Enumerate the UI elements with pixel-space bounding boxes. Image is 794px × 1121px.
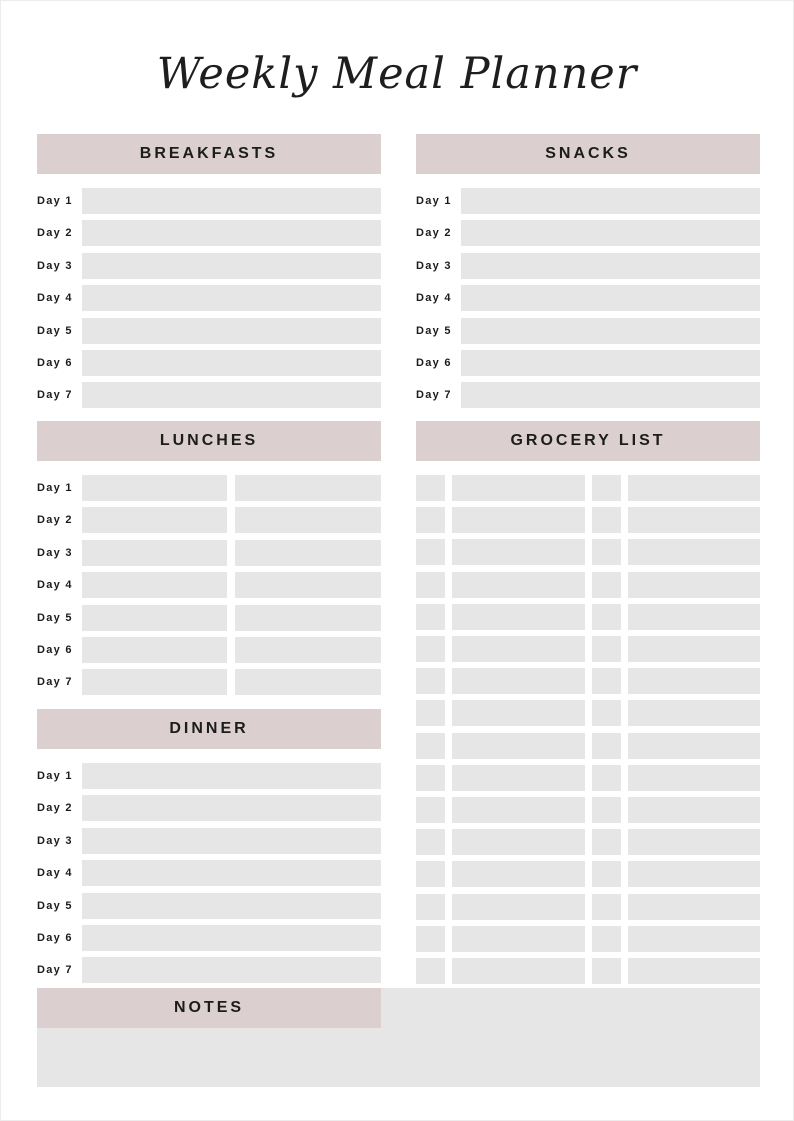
dinner-day-field[interactable] [82,893,381,919]
grocery-check-box[interactable] [592,958,621,984]
dinner-day-field[interactable] [82,925,381,951]
lunch-day-label: Day 3 [37,546,73,559]
grocery-check-box[interactable] [416,765,445,791]
grocery-check-box[interactable] [416,700,445,726]
grocery-check-box[interactable] [416,861,445,887]
snack-day-field[interactable] [461,382,760,408]
lunch-day-field[interactable] [235,572,381,598]
breakfast-day-label: Day 6 [37,357,73,369]
grocery-check-box[interactable] [416,926,445,952]
grocery-item-field[interactable] [452,894,585,920]
grocery-check-box[interactable] [416,894,445,920]
lunch-day-label: Day 4 [37,579,73,592]
dinner-day-label: Day 6 [37,932,73,944]
grocery-item-field[interactable] [628,894,760,920]
grocery-check-box[interactable] [416,507,445,533]
snack-day-label: Day 6 [416,357,452,369]
breakfast-day-field[interactable] [82,253,381,279]
notes-area[interactable] [37,1028,760,1087]
snacks-header: SNACKS [416,134,760,174]
notes-area-top[interactable] [381,988,760,1028]
page-title: Weekly Meal Planner [156,49,638,99]
snack-day-label: Day 7 [416,389,452,402]
breakfast-day-field[interactable] [82,220,381,246]
grocery-check-box[interactable] [592,604,621,630]
lunch-day-field[interactable] [235,540,381,566]
grocery-item-field[interactable] [628,829,760,855]
grocery-check-box[interactable] [416,475,445,501]
grocery-item-field[interactable] [452,539,585,565]
grocery-item-field[interactable] [452,636,585,662]
grocery-item-field[interactable] [452,926,585,952]
breakfast-day-field[interactable] [82,188,381,214]
grocery-item-field[interactable] [452,572,585,598]
grocery-item-field[interactable] [628,861,760,887]
grocery-item-field[interactable] [628,604,760,630]
grocery-check-box[interactable] [592,475,621,501]
snack-day-field[interactable] [461,285,760,311]
snack-day-label: Day 3 [416,259,452,272]
grocery-item-field[interactable] [628,668,760,694]
grocery-check-box[interactable] [416,636,445,662]
grocery-check-box[interactable] [416,539,445,565]
grocery-item-field[interactable] [628,475,760,501]
snack-day-field[interactable] [461,318,760,344]
lunch-day-label: Day 5 [37,611,73,624]
grocery-item-field[interactable] [628,765,760,791]
grocery-check-box[interactable] [592,926,621,952]
lunch-day-label: Day 2 [37,514,73,527]
grocery-item-field[interactable] [628,700,760,726]
grocery-check-box[interactable] [592,733,621,759]
dinner-day-field[interactable] [82,860,381,886]
grocery-item-field[interactable] [628,926,760,952]
grocery-item-field[interactable] [452,604,585,630]
dinner-day-label: Day 1 [37,770,73,782]
grocery-check-box[interactable] [592,636,621,662]
dinner-day-field[interactable] [82,828,381,854]
breakfasts-header: BREAKFASTS [37,134,381,174]
dinner-day-field[interactable] [82,763,381,789]
grocery-item-field[interactable] [628,733,760,759]
grocery-item-field[interactable] [452,668,585,694]
dinner-day-label: Day 3 [37,834,73,847]
dinner-day-label: Day 7 [37,964,73,977]
dinner-header: DINNER [37,709,381,749]
grocery-item-field[interactable] [628,507,760,533]
breakfast-day-label: Day 4 [37,292,73,305]
grocery-check-box[interactable] [592,507,621,533]
grocery-item-field[interactable] [452,861,585,887]
snack-day-label: Day 2 [416,227,452,240]
grocery-check-box[interactable] [592,797,621,823]
grocery-check-box[interactable] [592,765,621,791]
lunch-day-field[interactable] [235,507,381,533]
lunch-day-field[interactable] [82,540,227,566]
grocery-check-box[interactable] [592,861,621,887]
lunch-day-label: Day 1 [37,482,73,494]
grocery-item-field[interactable] [452,733,585,759]
lunch-day-field[interactable] [82,605,227,631]
grocery-check-box[interactable] [416,668,445,694]
snack-day-field[interactable] [461,350,760,376]
dinner-day-label: Day 4 [37,867,73,880]
notes-header: NOTES [37,988,381,1028]
grocery-item-field[interactable] [452,797,585,823]
grocery-check-box[interactable] [416,958,445,984]
snack-day-field[interactable] [461,220,760,246]
grocery-item-field[interactable] [452,507,585,533]
breakfast-day-label: Day 7 [37,389,73,402]
dinner-day-label: Day 2 [37,802,73,815]
lunch-day-field[interactable] [235,669,381,695]
lunches-header: LUNCHES [37,421,381,461]
grocery-item-field[interactable] [452,958,585,984]
grocery-check-box[interactable] [592,700,621,726]
grocery-item-field[interactable] [452,829,585,855]
grocery-item-field[interactable] [628,572,760,598]
lunch-day-field[interactable] [82,507,227,533]
grocery-check-box[interactable] [416,604,445,630]
grocery-item-field[interactable] [628,539,760,565]
breakfast-day-field[interactable] [82,318,381,344]
snack-day-field[interactable] [461,253,760,279]
breakfast-day-field[interactable] [82,285,381,311]
lunch-day-field[interactable] [82,572,227,598]
grocery-item-field[interactable] [452,765,585,791]
grocery-check-box[interactable] [592,539,621,565]
grocery-check-box[interactable] [592,829,621,855]
snack-day-label: Day 1 [416,195,452,207]
grocery-check-box[interactable] [592,572,621,598]
breakfast-day-label: Day 1 [37,195,73,207]
lunch-day-field[interactable] [235,637,381,663]
grocery-check-box[interactable] [416,733,445,759]
lunch-day-field[interactable] [82,475,227,501]
lunch-day-field[interactable] [82,669,227,695]
grocery-list-header: GROCERY LIST [416,421,760,461]
grocery-item-field[interactable] [452,700,585,726]
lunch-day-field[interactable] [82,637,227,663]
grocery-check-box[interactable] [416,829,445,855]
grocery-check-box[interactable] [416,572,445,598]
breakfast-day-label: Day 5 [37,324,73,337]
dinner-day-label: Day 5 [37,899,73,912]
lunch-day-field[interactable] [235,475,381,501]
lunch-day-field[interactable] [235,605,381,631]
breakfast-day-field[interactable] [82,350,381,376]
breakfast-day-label: Day 3 [37,259,73,272]
grocery-item-field[interactable] [452,475,585,501]
grocery-check-box[interactable] [592,894,621,920]
snack-day-label: Day 4 [416,292,452,305]
grocery-item-field[interactable] [628,636,760,662]
grocery-check-box[interactable] [416,797,445,823]
breakfast-day-field[interactable] [82,382,381,408]
snack-day-label: Day 5 [416,324,452,337]
snack-day-field[interactable] [461,188,760,214]
dinner-day-field[interactable] [82,957,381,983]
grocery-check-box[interactable] [592,668,621,694]
breakfast-day-label: Day 2 [37,227,73,240]
grocery-item-field[interactable] [628,958,760,984]
dinner-day-field[interactable] [82,795,381,821]
lunch-day-label: Day 6 [37,644,73,656]
lunch-day-label: Day 7 [37,676,73,689]
grocery-item-field[interactable] [628,797,760,823]
